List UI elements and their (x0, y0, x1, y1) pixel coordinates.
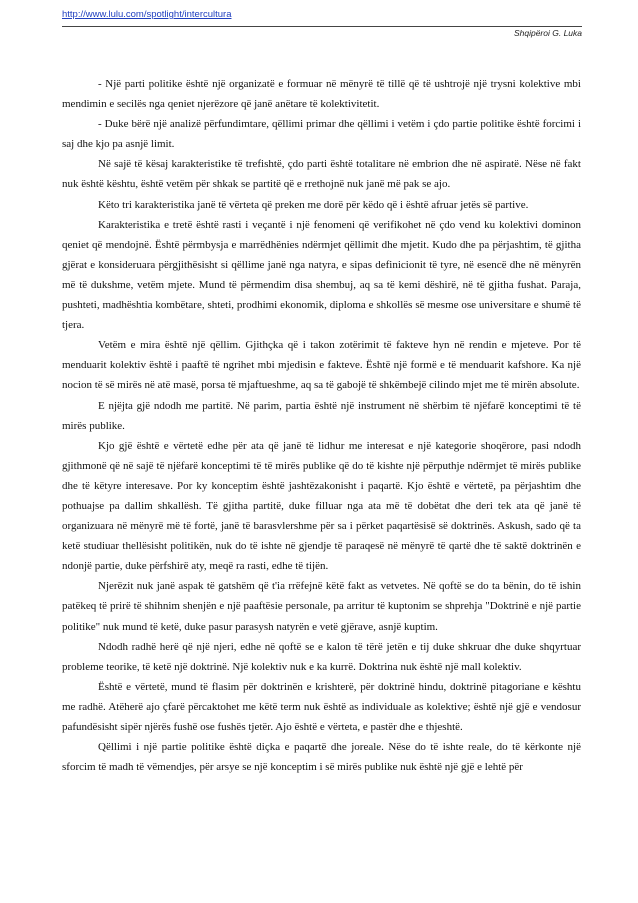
paragraph: Në sajë të kësaj karakteristike të trefishtë, çdo parti është totalitare në embrion dhe në aspiratë. Nëse në fakt nuk është kështu, është vetëm për shkak se partitë që e rrethojnë nuk janë më pak se ajo. (62, 158, 581, 191)
paragraph: - Duke bërë një analizë përfundimtare, qëllimi primar dhe qëllimi i vetëm i çdo partie politike është forcimi i saj dhe kjo pa asnjë limit. (62, 118, 581, 151)
header-author: Shqipëroi G. Luka (513, 28, 582, 38)
paragraph: Karakteristika e tretë është rasti i veçantë i një fenomeni që verifikohet në çdo vend ku kolektivi dominon qeniet që mendojnë. Është përmbysja e marrëdhënies ndërmjet qëllimit dhe mjetit. Kudo dhe pa përjashtim, të gjitha gjërat e konsideruara përgjithësisht si qëllime janë nga natyra, e sipas definicionit të tyre, në esencë dhe në mënyrën më të dukshme, vetëm mjete. Mund të përmendim disa shembuj, aq sa të kemi dëshirë, në të gjitha fushat. Paraja, pushteti, madhështia kombëtare, shteti, prodhimi ekonomik, diploma e shkollës së mesme ose universitare e shumë të tjera. (62, 218, 581, 332)
paragraph: Është e vërtetë, mund të flasim për doktrinën e krishterë, për doktrinë hindu, doktrinë pitagoriane e kështu me radhë. Atëherë ajo çfarë përcaktohet me këtë term nuk është as individuale as kolektive; është një gjë e vendosur pafundësisht sipër njërës fushë ose fushës tjetër. Ajo është e vërteta, e pastër dhe e thjeshtë. (62, 680, 581, 733)
paragraph: E njëjta gjë ndodh me partitë. Në parim, partia është një instrument në shërbim të njëfarë konceptimi të të mirës publike. (62, 399, 581, 432)
paragraph: Vetëm e mira është një qëllim. Gjithçka që i takon zotërimit të fakteve hyn në rendin e mjeteve. Por të menduarit kolektiv është i paaftë të ngrihet mbi mjedisin e fakteve. Është një formë e të menduarit kafshore. Ka një nocion të së mirës në atë masë, porsa të mjaftueshme, aq sa të gabojë të shkëmbejë cilindo mjet me të mirën absolute. (62, 339, 581, 392)
paragraph: - Një parti politike është një organizatë e formuar në mënyrë të tillë që të ushtrojë një trysni kolektive mbi mendimin e secilës nga qeniet njerëzore që janë anëtare të kolektivitetit. (62, 78, 581, 111)
paragraph: Qëllimi i një partie politike është diçka e paqartë dhe joreale. Nëse do të ishte reale, do të kërkonte një sforcim të madh të vëmendjes, për arsye se një konceptim i së mirës publike nuk është një gjë e lehtë për (62, 741, 581, 774)
header-link[interactable]: http://www.lulu.com/spotlight/intercultura (62, 9, 232, 20)
paragraph: Këto tri karakteristika janë të vërteta që preken me dorë për këdo që i është afruar jetës së partive. (98, 198, 529, 211)
body-text (62, 74, 581, 777)
paragraph: Njerëzit nuk janë aspak të gatshëm që t'ia rrëfejnë këtë fakt as vetvetes. Në qoftë se do ta bënin, do të ishin patëkeq të prirë të shihnim shenjën e një paaftësie personale, pa arritur të kuptonim se shprehja "Doktrinë e një partie politike" nuk mund të ketë, duke pasur parasysh natyrën e vetë gjërave, asnjë kuptim. (62, 580, 581, 633)
header-divider (62, 26, 582, 27)
paragraph: Ndodh radhë herë që një njeri, edhe në qoftë se e kalon të tërë jetën e tij duke shkruar dhe duke shqyrtuar probleme teorike, të ketë një doktrinë. Një kolektiv nuk e ka kurrë. Doktrina nuk është një mall kolektiv. (62, 640, 581, 673)
paragraph: Kjo gjë është e vërtetë edhe për ata që janë të lidhur me interesat e një kategorie shoqërore, pasi ndodh gjithmonë që në sajë të njëfarë konceptimi të të mirës publike që do të kishte një përputhje ndërmjet të mirës publike dhe të këtyre interesave. Por ky konceptim është jashtëzakonisht i paqartë. Kjo është e vërtetë, pa përjashtim dhe pothuajse pa dallim shkallësh. Të gjitha partitë, duke filluar nga ata më të dobëtat dhe deri tek ata që janë të organizuara në mënyrë më të fortë, janë të barasvlershme për sa i përket paqartësisë së doktrinës. Askush, sado që ta ketë studiuar thellësisht politikën, nuk do të ishte në gjendje të paraqesë në mënyrë të qartë dhe të saktë doktrinën e ndonjë partie, duke përfshirë aty, meqë ra rasti, edhe të tijën. (62, 439, 581, 573)
